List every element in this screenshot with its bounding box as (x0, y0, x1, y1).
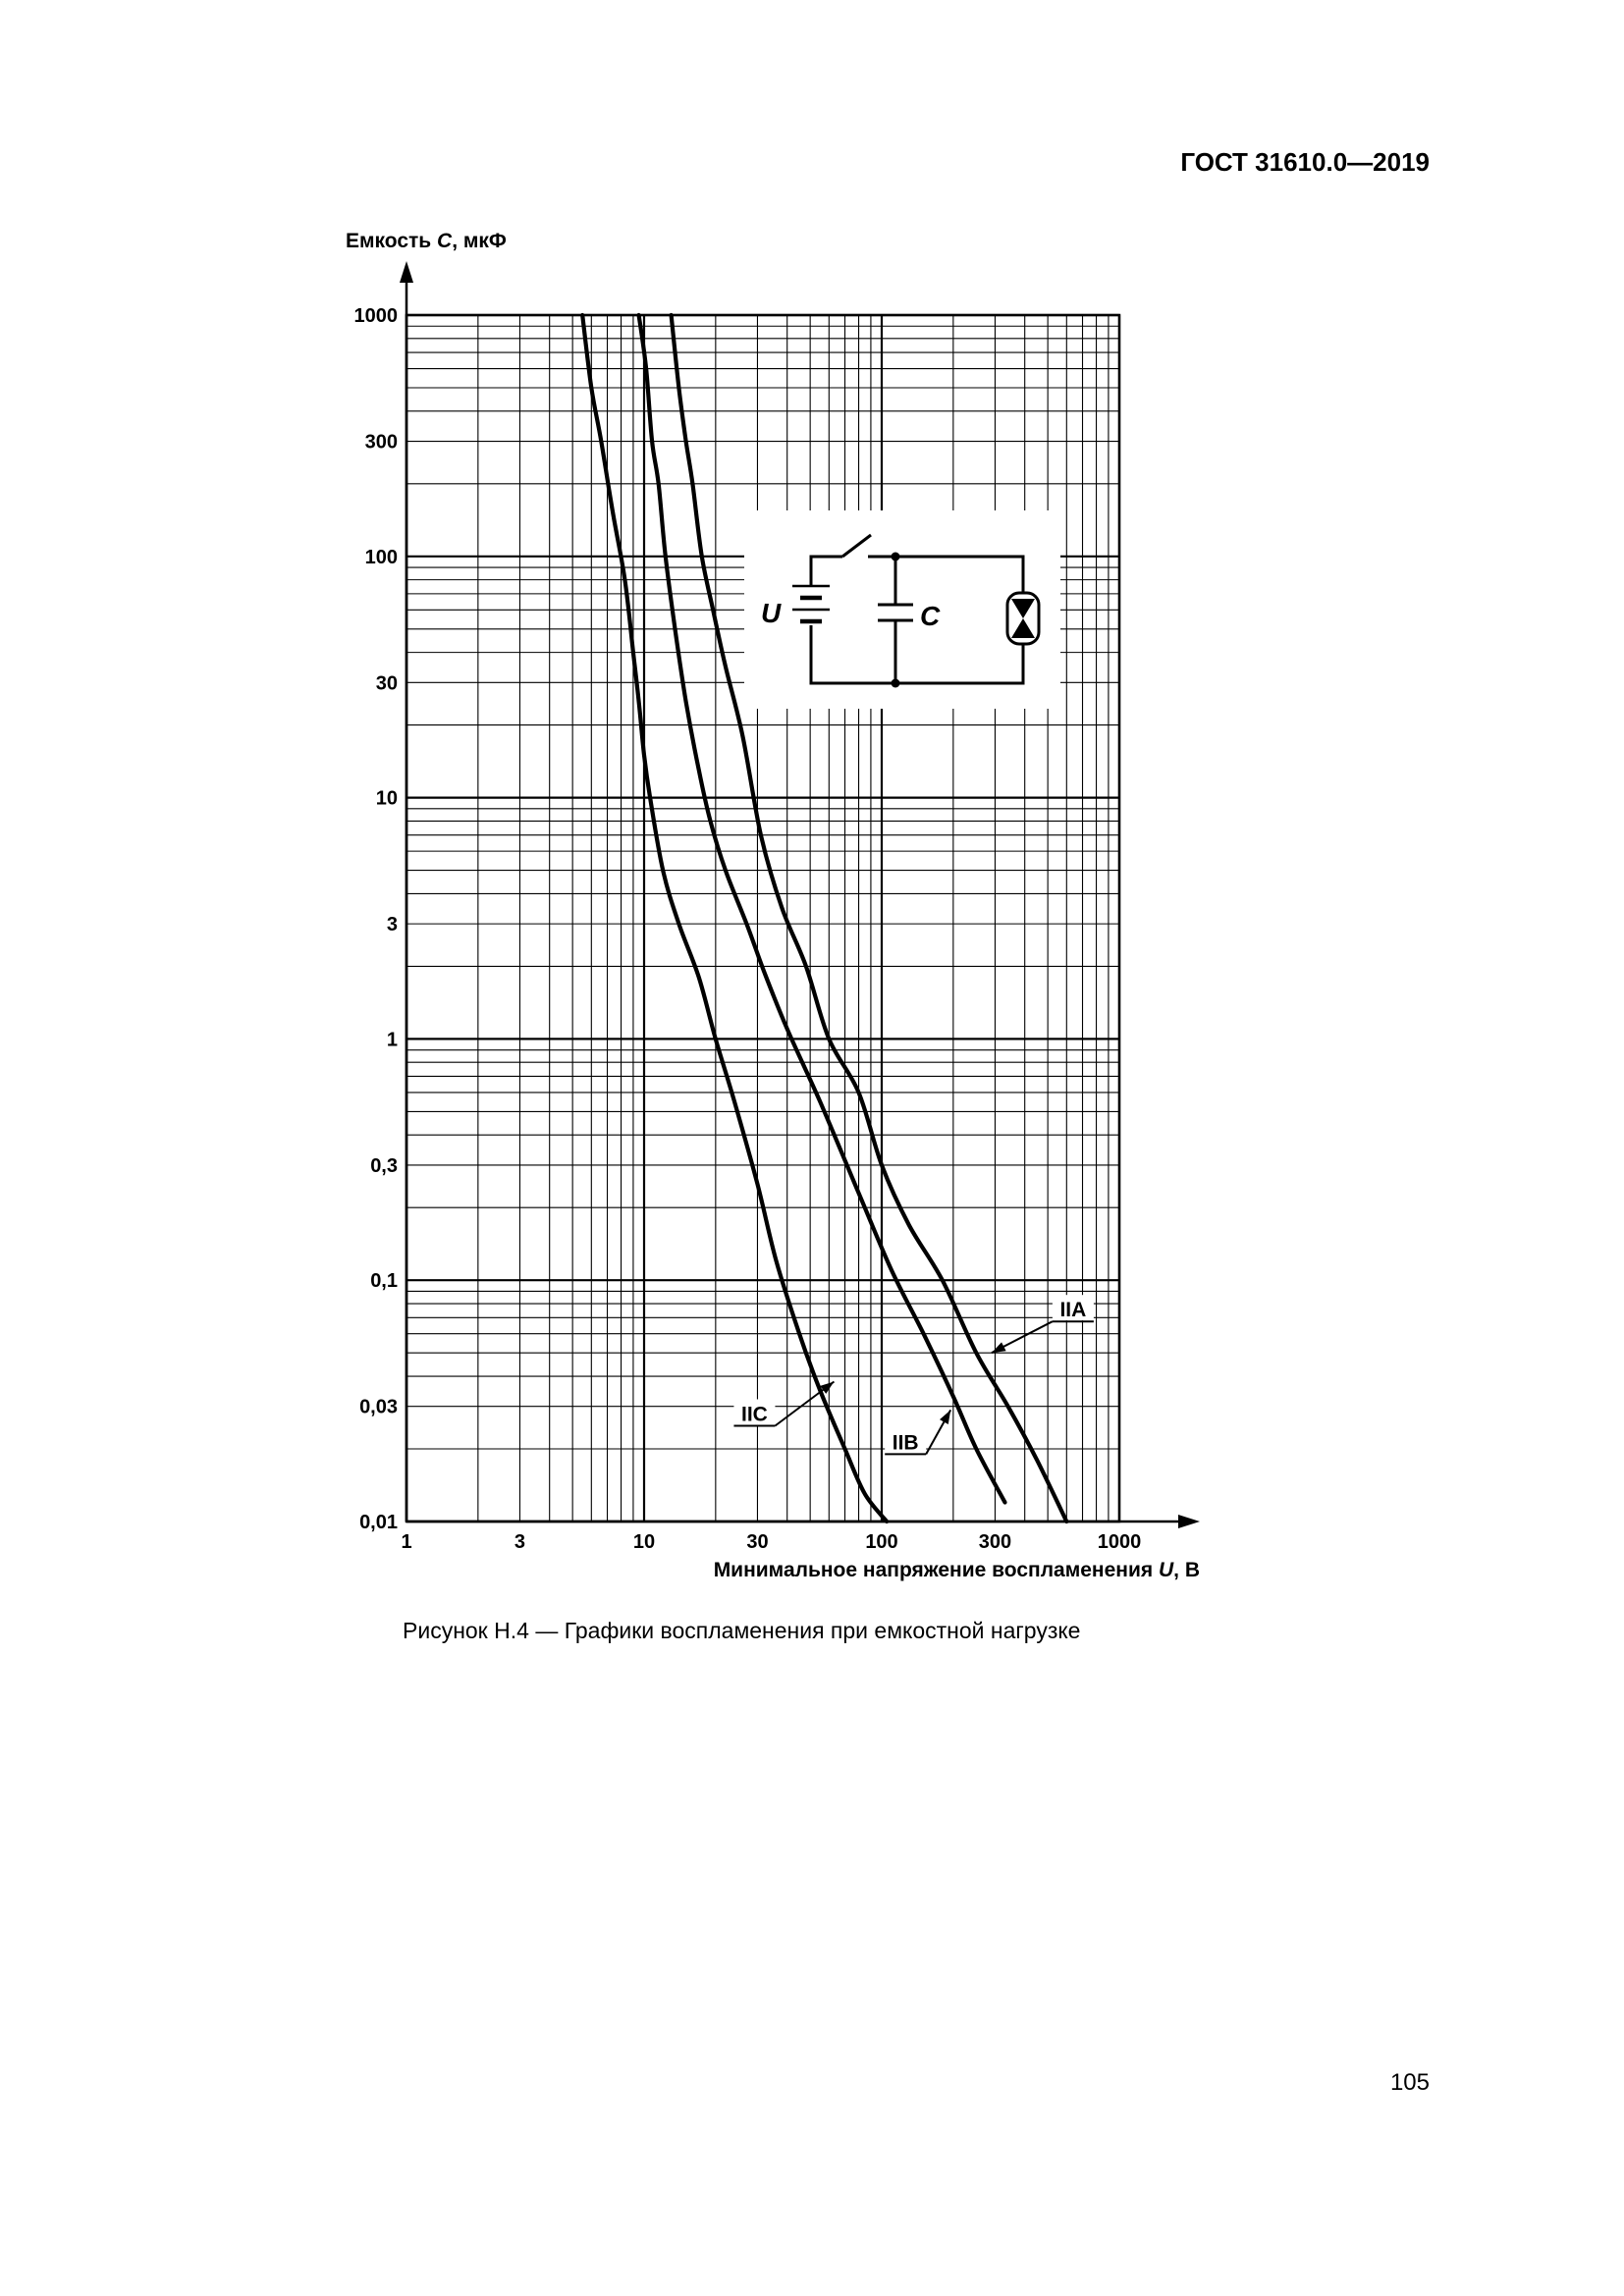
plot-border (406, 315, 1119, 1522)
x-tick-label: 100 (865, 1531, 898, 1553)
chart-series (582, 315, 1066, 1522)
figure-caption: Рисунок Н.4 — Графики воспламенения при емкостной нагрузке (403, 1618, 1081, 1643)
x-tick-label: 3 (514, 1531, 526, 1553)
series-line-iic (582, 315, 887, 1522)
x-tick-label: 300 (978, 1531, 1012, 1553)
series-label-iic: IIC (741, 1403, 768, 1426)
y-tick-label: 0,3 (370, 1154, 398, 1177)
document-standard-header: ГОСТ 31610.0—2019 (1180, 147, 1430, 177)
y-tick-label: 1 (386, 1029, 398, 1051)
x-axis-arrow (1178, 1515, 1200, 1528)
chart-grid (406, 315, 1119, 1522)
capacitor-label: C (920, 601, 941, 631)
x-tick-label: 1000 (1097, 1531, 1142, 1553)
series-label-iia: IIA (1059, 1299, 1087, 1322)
battery-label: U (761, 598, 782, 628)
page-number: 105 (1389, 2069, 1430, 2096)
junction-dot (892, 553, 900, 561)
circuit-inset (744, 510, 1060, 709)
x-tick-label: 1 (401, 1531, 412, 1553)
chart-frame (406, 315, 1119, 1522)
y-tick-label: 0,1 (370, 1270, 398, 1293)
series-line-iia (672, 315, 1067, 1522)
y-tick-label: 0,03 (359, 1396, 398, 1418)
y-tick-label: 3 (386, 914, 398, 936)
x-axis-label: Минимальное напряжение воспламенения U, В (713, 1559, 1200, 1581)
x-tick-label: 10 (632, 1531, 656, 1553)
junction-dot (892, 679, 900, 688)
y-tick-label: 0,01 (359, 1512, 398, 1533)
y-axis-arrow (400, 261, 413, 283)
series-label-arrow (992, 1342, 1006, 1353)
y-axis-label: Емкость C, мкФ (346, 230, 507, 252)
y-tick-label: 30 (375, 672, 398, 695)
series-label-arrow (940, 1410, 950, 1424)
y-tick-label: 10 (375, 787, 398, 810)
series-label-iib: IIB (892, 1431, 919, 1455)
y-tick-label: 100 (364, 546, 398, 568)
y-tick-label: 300 (364, 431, 398, 454)
y-tick-label: 1000 (353, 305, 398, 327)
x-tick-label: 30 (746, 1531, 769, 1553)
